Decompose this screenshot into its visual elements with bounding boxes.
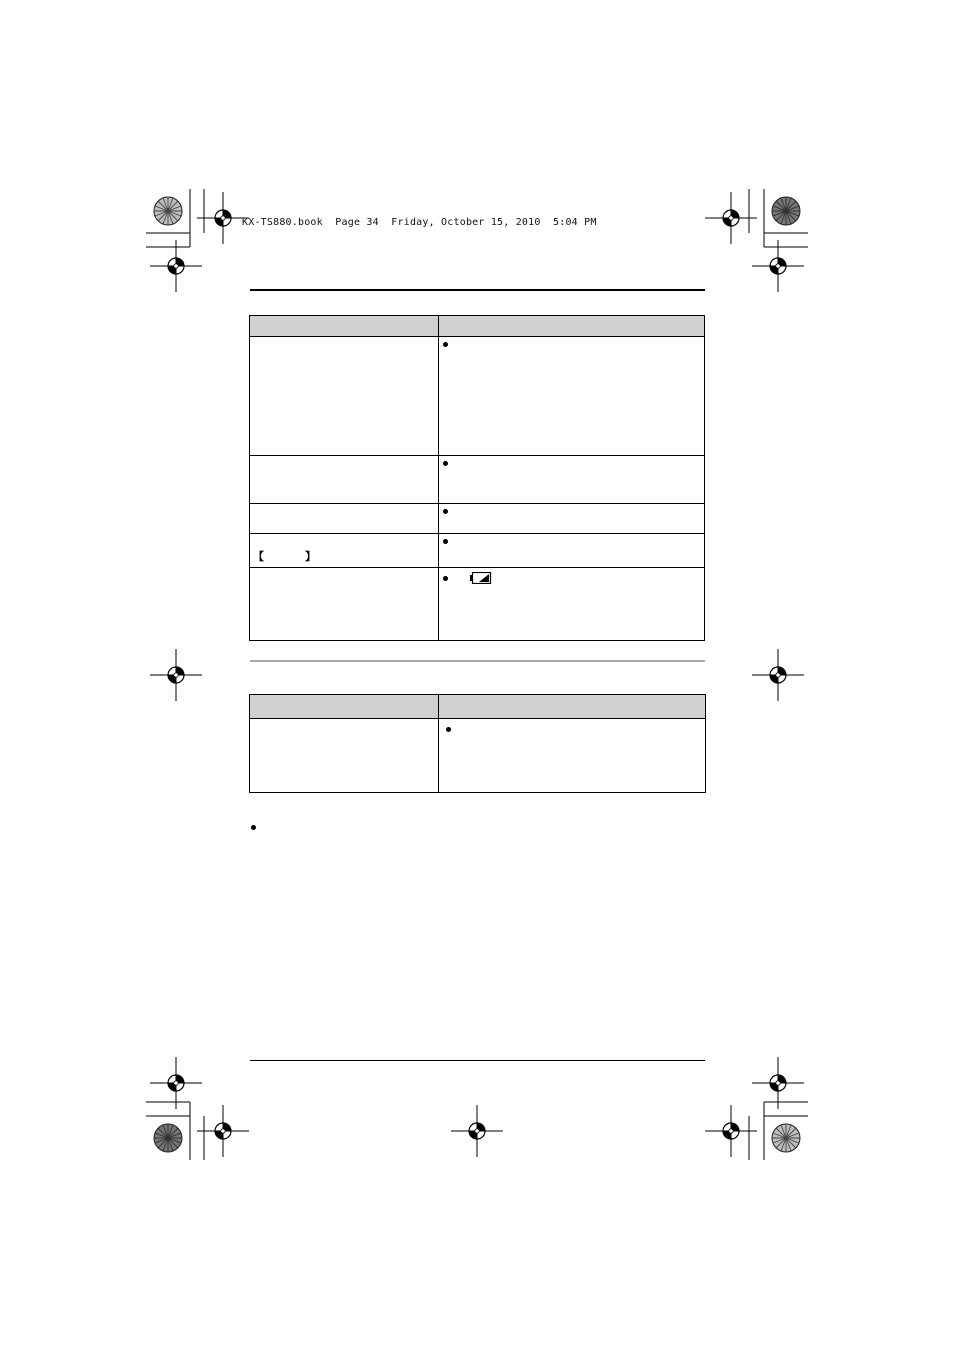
row-divider: [250, 503, 704, 504]
key-close-bracket-icon: 】: [305, 550, 316, 563]
section-divider: [250, 660, 705, 662]
bullet-icon: [443, 342, 448, 347]
battery-low-icon: [470, 572, 492, 584]
bullet-icon: [443, 576, 448, 581]
bullet-icon: [443, 509, 448, 514]
row-divider: [250, 533, 704, 534]
key-open-bracket-icon: 【: [253, 550, 264, 563]
book-info-line: KX-TS880.book Page 34 Friday, October 15, 2010 5:04 PM: [242, 217, 597, 228]
column-divider: [438, 316, 439, 640]
column-divider: [438, 695, 439, 792]
bullet-icon: [443, 461, 448, 466]
bullet-icon: [443, 539, 448, 544]
top-page-rule: [250, 289, 705, 291]
bullet-icon: [251, 825, 256, 830]
troubleshooting-table-1: [249, 315, 705, 641]
troubleshooting-table-2: [249, 694, 706, 793]
table-header-row: [250, 695, 705, 719]
bullet-icon: [446, 727, 451, 732]
bottom-page-rule: [250, 1060, 705, 1061]
row-divider: [250, 567, 704, 568]
row-divider: [250, 455, 704, 456]
table-header-row: [250, 316, 704, 337]
